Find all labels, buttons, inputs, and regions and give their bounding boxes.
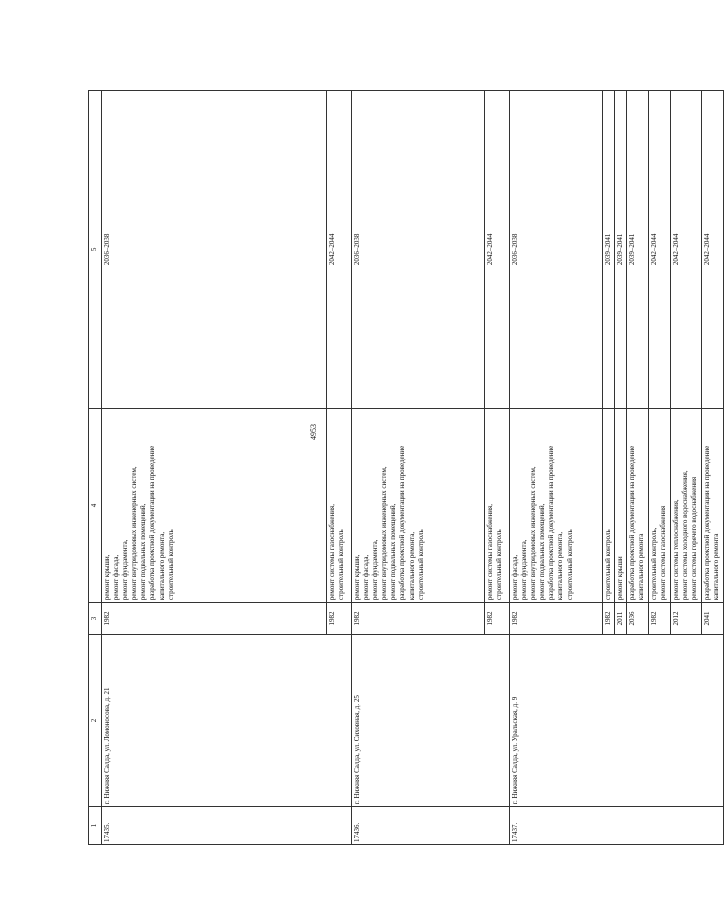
- row-works: ремонт крыши, ремонт фасада, ремонт фундамента, ремонт внутридомовых инженерных систем, ремонт подвальных помещений, разработка проектной документации на проведение капитального ремонта, строительный контроль: [352, 408, 485, 602]
- row-works: разработка проектной документации на проведение капитального ремонта: [702, 408, 724, 602]
- row-year: 1982: [603, 603, 615, 635]
- row-year: 2041: [702, 603, 724, 635]
- row-works: разработка проектной документации на проведение капитального ремонта: [627, 408, 649, 602]
- row-period: 2042–2044: [327, 91, 352, 409]
- row-year: 1982: [352, 603, 485, 635]
- row-year: 1982: [649, 603, 671, 635]
- row-year: 2012: [671, 603, 702, 635]
- table-row: [510, 91, 603, 845]
- row-period: 2036–2038: [102, 91, 327, 409]
- row-period: 2036–2038: [352, 91, 485, 409]
- row-works: строительный контроль: [603, 408, 615, 602]
- row-year: 1982: [485, 603, 510, 635]
- row-year: 2011: [615, 603, 627, 635]
- row-works: ремонт системы теплоснабжения, ремонт системы холодного водоснабжения, ремонт системы горячего водоснабжения: [671, 408, 702, 602]
- row-works: ремонт системы газоснабжения, строительный контроль: [485, 408, 510, 602]
- row-period: 2039–2041: [627, 91, 649, 409]
- row-number: 17437.: [510, 807, 724, 845]
- row-period: 2042–2044: [702, 91, 724, 409]
- row-works: ремонт фасада, ремонт фундамента, ремонт внутридомовых инженерных систем, ремонт подвальных помещений, разработка проектной документации на проведение капитального ремонта, строительный контроль: [510, 408, 603, 602]
- row-period: 2042–2044: [671, 91, 702, 409]
- row-works: ремонт крыши, ремонт фасада, ремонт фундамента, ремонт внутридомовых инженерных систем, ремонт подвальных помещений, разработка проектной документации на проведение капитального ремонта, строительный контроль: [102, 408, 327, 602]
- row-number: 17436.: [352, 807, 510, 845]
- row-works: ремонт крыши: [615, 408, 627, 602]
- col-header-2: 2: [89, 634, 102, 806]
- row-address: г. Нижняя Салда, ул. Ломоносова, д. 21: [102, 634, 352, 806]
- row-works: ремонт системы газоснабжения, строительный контроль: [327, 408, 352, 602]
- col-header-1: 1: [89, 807, 102, 845]
- col-header-4: 4: [89, 408, 102, 602]
- row-period: 2036–2038: [510, 91, 603, 409]
- row-period: 2039–2041: [603, 91, 615, 409]
- row-number: 17435.: [102, 807, 352, 845]
- table-row: [102, 91, 327, 845]
- row-address: г. Нижняя Салда, ул. Уральская, д. 9: [510, 634, 724, 806]
- table-row: [352, 91, 485, 845]
- row-year: 1982: [102, 603, 327, 635]
- row-year: 1982: [510, 603, 603, 635]
- row-year: 1982: [327, 603, 352, 635]
- col-header-3: 3: [89, 603, 102, 635]
- row-period: 2039–2041: [615, 91, 627, 409]
- page-number: 4953: [309, 424, 318, 440]
- table-body: [102, 91, 724, 845]
- row-address: г. Нижняя Салда, ул. Сиховная, д. 25: [352, 634, 510, 806]
- row-year: 2036: [627, 603, 649, 635]
- header-row: [89, 91, 102, 845]
- col-header-5: 5: [89, 91, 102, 409]
- row-period: 2042–2044: [649, 91, 671, 409]
- row-works: строительный контроль, ремонт системы газоснабжения: [649, 408, 671, 602]
- repair-schedule-table: [88, 90, 724, 845]
- row-period: 2042–2044: [485, 91, 510, 409]
